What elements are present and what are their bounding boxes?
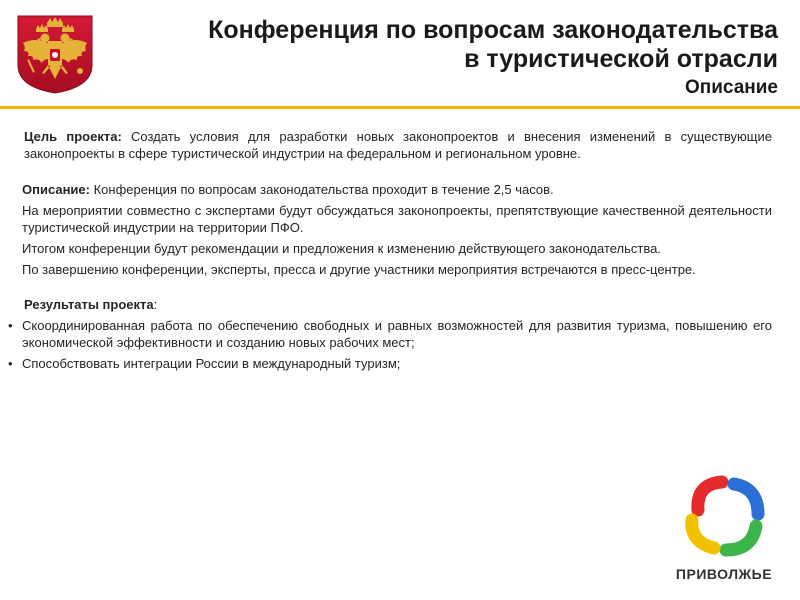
slide-content	[8, 128, 772, 372]
privolzhye-logo-icon	[678, 470, 770, 562]
privolzhye-logo-text: ПРИВОЛЖЬЕ	[675, 566, 773, 582]
bullet-icon: •	[8, 356, 13, 371]
description-text: Конференция по вопросам законодательства проходит в течение 2,5 часов.	[93, 182, 554, 197]
goal-paragraph	[22, 128, 772, 162]
results-list-item	[8, 317, 772, 351]
description-paragraph-3: Итогом конференции будут рекомендации и предложения к изменению действующего законодательства.	[22, 241, 661, 256]
results-item-text: Скоординированная работа по обеспечению свободных и равных возможностей для развития туризма, повышению его экономической эффективности и созданию новых рабочих мест;	[22, 318, 772, 350]
coat-of-arms-emblem	[14, 13, 96, 95]
results-label-colon: :	[153, 297, 158, 312]
goal-text: Создать условия для разработки новых законопроектов и внесения изменений в существующие законопроекты в сфере туристической индустрии на федеральном и региональном уровне.	[24, 129, 772, 161]
description-paragraph-2: На мероприятии совместно с экспертами будут обсуждаться законопроекты, препятствующие качественной деятельности туристической индустрии на территории ПФО.	[22, 203, 772, 235]
slide-title-line-1: Конференция по вопросам законодательства	[208, 16, 778, 44]
description-paragraph	[22, 181, 772, 198]
bullet-icon: •	[8, 318, 13, 333]
russian-coat-of-arms-icon	[14, 13, 96, 95]
description-label: Описание:	[22, 182, 90, 197]
description-paragraph-4: По завершению конференции, эксперты, пресса и другие участники мероприятия встречаются в пресс-центре.	[22, 262, 696, 277]
slide-subtitle: Описание	[684, 77, 778, 98]
header-divider	[0, 106, 800, 109]
results-list-item	[8, 355, 772, 372]
goal-label: Цель проекта:	[24, 129, 122, 144]
privolzhye-logo	[668, 470, 780, 582]
results-item-text: Способствовать интеграции России в международный туризм;	[22, 356, 401, 371]
results-heading	[22, 296, 772, 313]
slide-title-block	[118, 16, 778, 100]
results-label: Результаты проекта	[24, 297, 154, 312]
slide-title-line-2: в туристической отрасли	[464, 45, 778, 73]
